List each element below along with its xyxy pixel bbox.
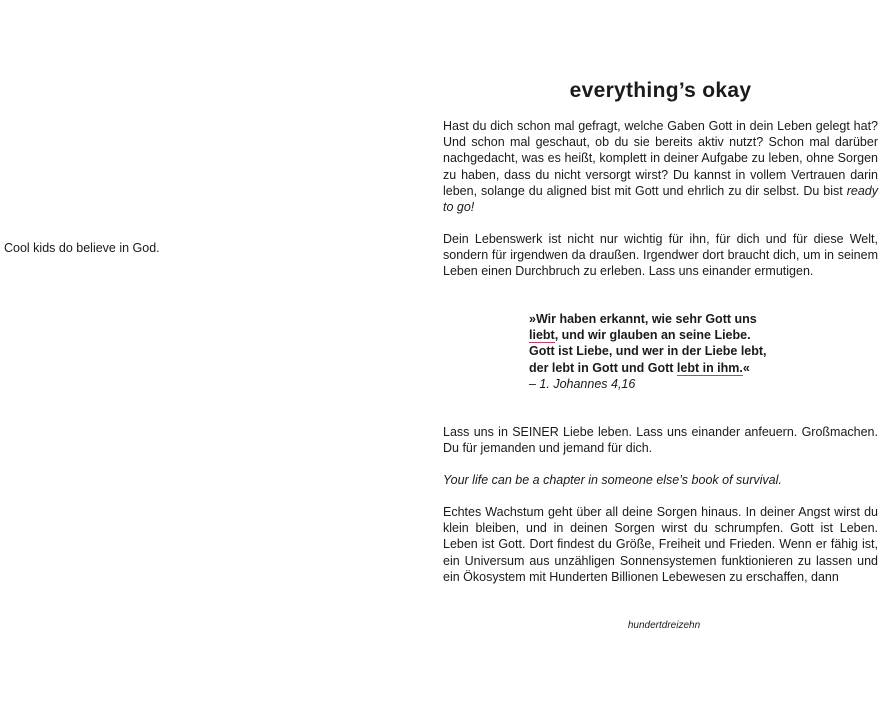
quote-line-4-start: der lebt in Gott und Gott <box>529 360 677 375</box>
paragraph-5: Echtes Wachstum geht über all deine Sorgen hinaus. In deiner Angst wirst du klein bleiben, und in deinen Sorgen wirst du schrumpfen. Gott ist Leben. Leben ist Gott. Dort findest du Größe, Freiheit und Frieden. Wenn er fähig ist, ein Universum aus unzähligen Sonnensystemen funktionieren zu lassen und ein Ökosystem mit Hunderten Billionen Lebewesen zu erschaffen, dann <box>443 505 878 584</box>
left-page-note: Cool kids do believe in God. <box>4 241 160 255</box>
bible-quote <box>529 311 789 392</box>
quote-line-4-end: « <box>742 360 750 375</box>
quote-highlight-liebt: liebt <box>529 328 555 343</box>
page-title: everything’s okay <box>569 79 752 102</box>
paragraph-1-text: Hast du dich schon mal gefragt, welche Gaben Gott in dein Leben gelegt hat? Und schon mal geschaut, ob du sie bereits aktiv nutzt? Schon mal darüber nachgedacht, was es heißt, komplett in deiner Aufgabe zu leben, ohne Sorgen zu haben, dass du nicht versorgt wirst? Du kannst in vollem Vertrauen darin leben, solange du aligned bist mit Gott und ehrlich zu dir selbst. Du bist <box>443 119 878 198</box>
paragraph-1-italic: ready to go! <box>443 183 878 215</box>
quote-highlight-lebt-in-ihm: lebt in ihm. <box>676 360 743 375</box>
page-number: hundertdreizehn <box>627 620 701 631</box>
quote-line-1: »Wir haben erkannt, wie sehr Gott uns <box>529 312 757 326</box>
quote-line-2-rest: , und wir glauben an seine Liebe. <box>554 328 751 343</box>
quote-line-2 <box>529 327 789 343</box>
paragraph-2: Dein Lebenswerk ist nicht nur wichtig für ihn, für dich und für diese Welt, sondern für irgendwen da draußen. Irgendwer dort braucht dich, um in seinem Leben einen Durchbruch zu erleben. Lass uns einander ermutigen. <box>443 232 878 279</box>
paragraph-3: Lass uns in SEINER Liebe leben. Lass uns einander anfeuern. Großmachen. Du für jemanden und jemand für dich. <box>443 425 878 456</box>
paragraph-1 <box>443 118 878 215</box>
quote-line-4 <box>529 360 789 376</box>
paragraph-4 <box>443 472 878 488</box>
quote-line-3: Gott ist Liebe, und wer in der Liebe lebt, <box>529 344 767 359</box>
quote-reference: – 1. Johannes 4,16 <box>529 376 636 391</box>
paragraph-4-italic: Your life can be a chapter in someone else’s book of survival. <box>443 473 782 487</box>
